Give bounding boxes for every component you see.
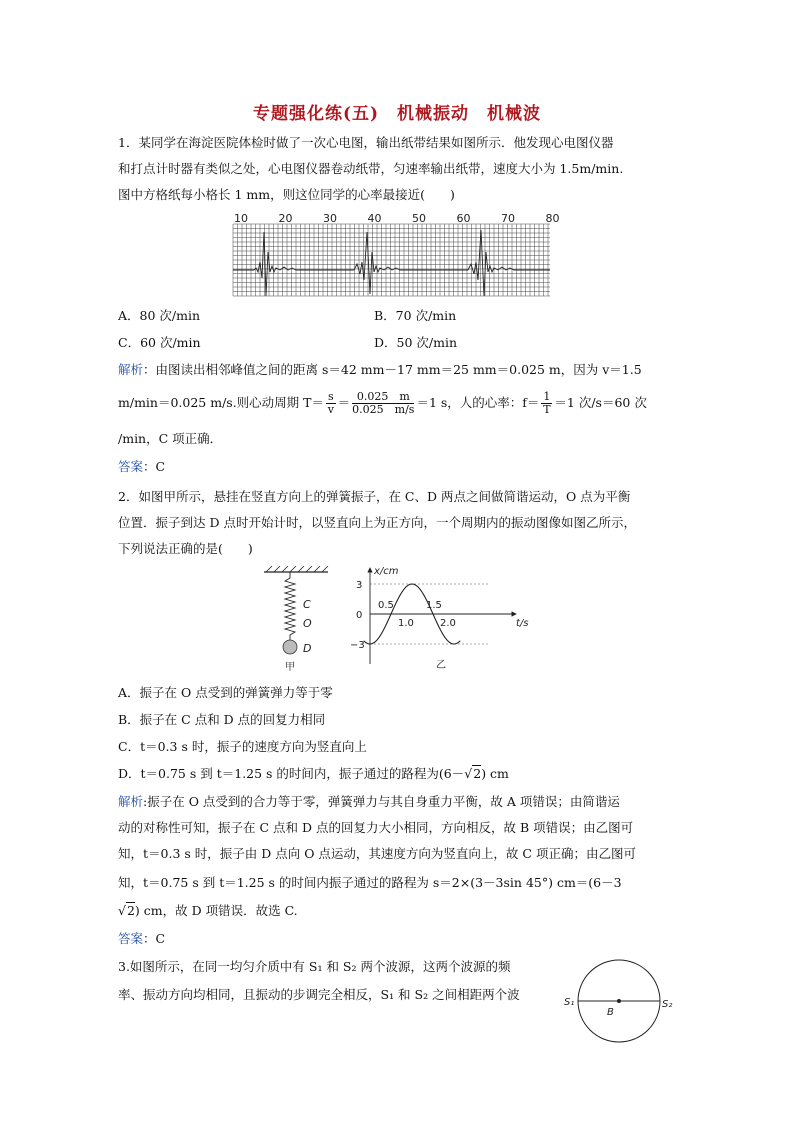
label-d: D: [303, 642, 312, 655]
tick-t-10: 1.0: [398, 618, 414, 629]
label-b: B: [607, 1007, 614, 1018]
q1-analysis-line-1: [118, 361, 642, 379]
point-b: [617, 999, 621, 1003]
q2-analysis-text-5: ) cm，故 D 项错误．故选 C.: [134, 903, 298, 918]
ecg-tick-label: 70: [501, 212, 515, 225]
q1-analysis-text-2a: m/min＝0.025 m/s.则心动周期 T＝: [118, 395, 324, 410]
label-s2: S₂: [662, 999, 673, 1010]
q2-option-d-text-b: ) cm: [481, 766, 509, 781]
q2-option-a: A．振子在 O 点受到的弹簧弹力等于零: [118, 685, 333, 700]
q1-analysis-label: 解析: [118, 362, 144, 377]
fraction-values: $\frac{0.025 m}{0.025 m/s}$: [352, 390, 415, 416]
q2-option-b: B．振子在 C 点和 D 点的回复力相同: [118, 712, 326, 727]
vibration-graph-figure: [340, 562, 530, 672]
q1-analysis-text-2b: ＝: [337, 395, 351, 410]
ceiling-hatch: [266, 566, 328, 572]
tick-t-20: 2.0: [440, 618, 456, 629]
fraction-1-over-t: $\frac{1}{T}$: [543, 390, 551, 416]
ecg-tick-labels: [234, 212, 560, 225]
q2-analysis-line-1: [118, 793, 620, 811]
ecg-tick-label: 60: [456, 212, 471, 225]
oscillator-ball: [283, 640, 297, 654]
ecg-tick-label: 80: [545, 212, 560, 225]
q3-stem-line-2: 率、振动方向均相同，且振动的步调完全相反，S₁ 和 S₂ 之间相距两个波: [118, 987, 520, 1002]
tick-t-15: 1.5: [426, 600, 442, 611]
q1-analysis-line-2: [118, 391, 647, 416]
ecg-trace: [233, 230, 550, 296]
ecg-tick-label: 50: [412, 212, 426, 225]
ecg-tick-label: 30: [323, 212, 337, 225]
q1-analysis-text-1: ：由图读出相邻峰值之间的距离 s＝42 mm－17 mm＝25 mm＝0.025 m，因为 v＝1.5: [143, 362, 642, 377]
q1-analysis-text-2d: ＝1 次/s＝60 次: [554, 395, 647, 410]
spring-oscillator-figure: [258, 562, 338, 682]
q2-stem-line-2: 位置．振子到达 D 点时开始计时，以竖直向上为正方向，一个周期内的振动图像如图乙所示，: [118, 515, 636, 530]
q2-analysis-line-4: 知，t＝0.75 s 到 t＝1.25 s 的时间内振子通过的路程为 s＝2×(3－3sin 45°) cm＝(6－3: [118, 875, 622, 890]
tick-y-pos: 3: [356, 580, 363, 591]
q1-answer: [118, 458, 165, 476]
q1-stem-line-3: 图中方格纸每小格长 1 mm，则这位同学的心率最接近( ): [118, 187, 455, 202]
x-axis-label: t/s: [516, 618, 529, 629]
tick-y-neg: −3: [350, 640, 365, 651]
sqrt-sign: √: [118, 903, 126, 918]
page-title: 专题强化练(五) 机械振动 机械波: [252, 104, 542, 124]
q2-answer: [118, 930, 165, 948]
q2-analysis-label: 解析: [118, 794, 144, 809]
q2-option-d-text-a: D．t＝0.75 s 到 t＝1.25 s 的时间内，振子通过的路程为(6－: [118, 766, 465, 781]
q3-stem-line-1: 3.如图所示，在同一均匀介质中有 S₁ 和 S₂ 两个波源，这两个波源的频: [118, 959, 511, 974]
q2-stem-line-3: 下列说法正确的是( ): [118, 541, 253, 556]
q2-analysis-line-5: [118, 902, 298, 920]
q1-answer-label: 答案: [118, 459, 144, 474]
q1-option-c: C．60 次/min: [118, 335, 201, 350]
q1-option-d: D．50 次/min: [374, 335, 458, 350]
sqrt-sign: √: [464, 766, 473, 781]
ecg-grid: [233, 224, 550, 296]
tick-t-05: 0.5: [378, 600, 394, 611]
ecg-tick-label: 10: [234, 212, 248, 225]
tick-y-zero: 0: [356, 610, 363, 621]
y-axis-label: x/cm: [374, 566, 399, 577]
label-o: O: [303, 617, 312, 630]
q2-analysis-line-3: 知，t＝0.3 s 时，振子由 D 点向 O 点运动，其速度方向为竖直向上，故 C 项正确；由乙图可: [118, 846, 636, 861]
caption-jia: 甲: [285, 662, 295, 673]
q1-answer-value: ：C: [143, 459, 166, 474]
q1-stem-line-2: 和打点计时器有类似之处，心电图仪器卷动纸带，匀速率输出纸带，速度大小为 1.5m/min.: [118, 161, 624, 176]
q1-stem-line-1: 1．某同学在海淀医院体检时做了一次心电图，输出纸带结果如图所示．他发现心电图仪器: [118, 135, 614, 150]
ecg-tick-label: 20: [278, 212, 293, 225]
fraction-s-over-v: $\frac{s}{v}$: [327, 390, 334, 416]
ecg-tick-label: 40: [367, 212, 382, 225]
q2-stem-line-1: 2．如图甲所示，悬挂在竖直方向上的弹簧振子，在 C、D 两点之间做简谐运动，O 点为平衡: [118, 489, 631, 504]
q1-analysis-line-3: /min，C 项正确．: [118, 431, 223, 446]
label-s1: S₁: [564, 997, 575, 1008]
q2-analysis-line-2: 动的对称性可知，振子在 C 点和 D 点的回复力大小相同，方向相反，故 B 项错误；由乙图可: [118, 820, 634, 835]
q1-option-a: A．80 次/min: [118, 308, 201, 323]
q2-answer-value: ：C: [143, 931, 166, 946]
ecg-strip-figure: [230, 212, 560, 300]
q1-analysis-text-2c: ＝1 s，人的心率：f＝: [416, 395, 540, 410]
q2-analysis-text-1: :振子在 O 点受到的合力等于零，弹簧弹力与其自身重力平衡，故 A 项错误；由简谐运: [143, 794, 620, 809]
q2-analysis-radicand: 2: [126, 903, 135, 918]
q2-answer-label: 答案: [118, 931, 144, 946]
spring-coil: [285, 572, 295, 640]
label-c: C: [303, 598, 311, 611]
caption-yi: 乙: [436, 660, 446, 671]
q1-option-b: B．70 次/min: [374, 308, 457, 323]
q2-option-c: C．t＝0.3 s 时，振子的速度方向为竖直向上: [118, 739, 367, 754]
q2-option-d: [118, 765, 509, 783]
wave-sources-figure: [560, 955, 680, 1045]
q2-option-d-radicand: 2: [473, 766, 482, 781]
